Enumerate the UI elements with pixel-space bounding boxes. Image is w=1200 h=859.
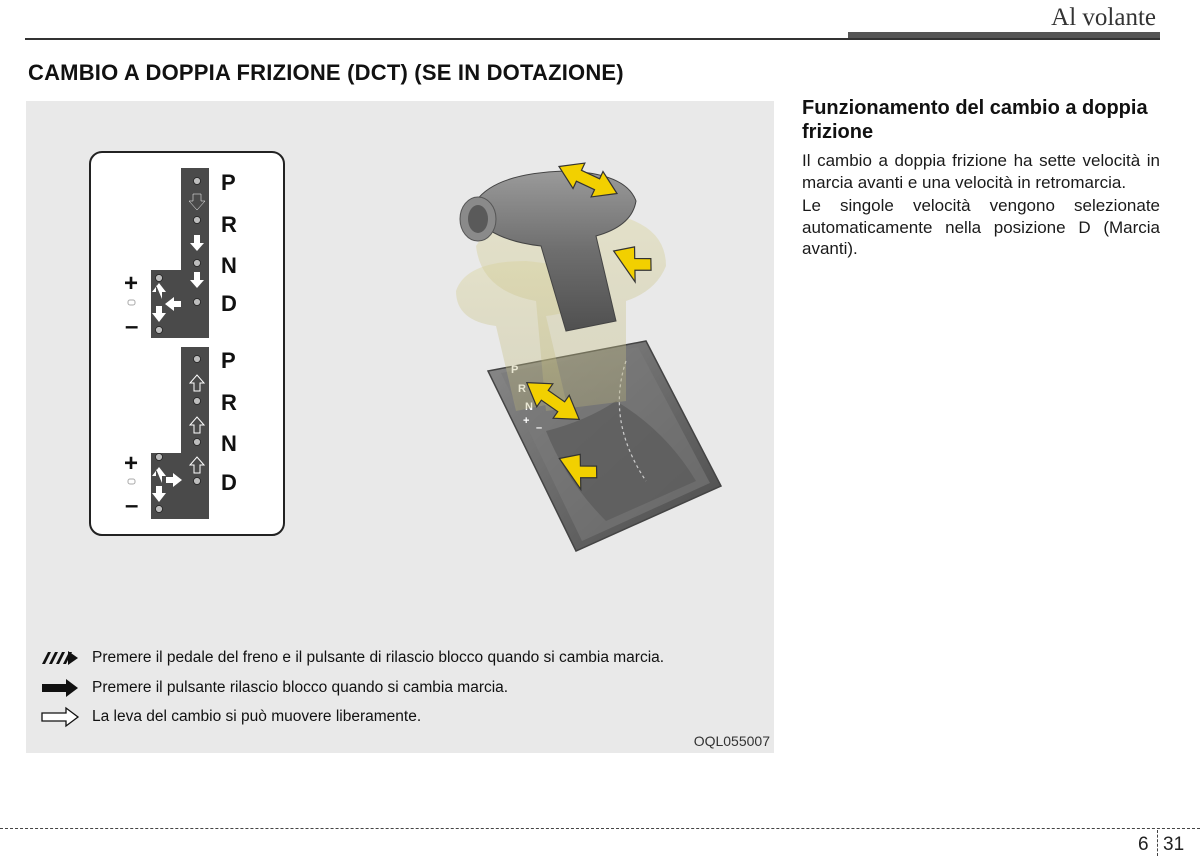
gate-letter-bottom-d: D — [221, 470, 237, 495]
figure-illustration — [26, 101, 774, 621]
gate-letter-bottom-p: P — [221, 348, 236, 373]
page-separator — [1157, 830, 1158, 856]
legend-item-free — [40, 705, 421, 729]
outline-arrow-icon — [40, 706, 80, 728]
figure-code: OQL055007 — [693, 733, 770, 749]
legend-text-button: Premere il pulsante rilascio blocco quando si cambia marcia. — [92, 679, 509, 696]
page-number: 31 — [1163, 834, 1185, 855]
gate-letter-bottom-r: R — [221, 390, 237, 415]
legend-item-button — [40, 676, 508, 700]
chapter-number: 6 — [1138, 834, 1149, 855]
plus-sign-top: + — [124, 270, 139, 297]
paragraph-1: Il cambio a doppia frizione ha sette velocità in marcia avanti e una velocità in retromarcia. — [802, 151, 1160, 192]
gate-letter-top-n: N — [221, 253, 237, 278]
shifter-letter-plus: + — [523, 415, 530, 427]
dct-figure — [26, 101, 774, 753]
content-column — [802, 96, 1160, 260]
shifter-letter-minus: – — [536, 422, 543, 434]
minus-sign-top: – — [125, 313, 139, 340]
footer-rule — [0, 828, 1200, 829]
solid-arrow-icon — [40, 677, 80, 699]
minus-sign-bottom: – — [125, 492, 139, 519]
gate-letter-bottom-n: N — [221, 431, 237, 456]
plus-sign-bottom: + — [124, 450, 139, 477]
gate-letter-top-p: P — [221, 170, 236, 195]
paragraph-2: Le singole velocità vengono selezionate automaticamente nella posizione D (Marcia avanti). — [802, 196, 1160, 258]
header-rule — [25, 38, 1160, 40]
legend-text-brake: Premere il pedale del freno e il pulsante di rilascio blocco quando si cambia marcia. — [92, 649, 665, 666]
striped-arrow-icon — [40, 647, 80, 669]
header-title: Al volante — [1051, 4, 1156, 31]
subheading: Funzionamento del cambio a doppia frizione — [802, 97, 1148, 143]
legend-text-free: La leva del cambio si può muovere liberamente. — [92, 708, 422, 725]
legend-item-brake — [40, 646, 664, 670]
gate-letter-top-d: D — [221, 291, 237, 316]
gate-letter-top-r: R — [221, 212, 237, 237]
section-title: CAMBIO A DOPPIA FRIZIONE (DCT) (SE IN DOTAZIONE) — [28, 60, 624, 85]
